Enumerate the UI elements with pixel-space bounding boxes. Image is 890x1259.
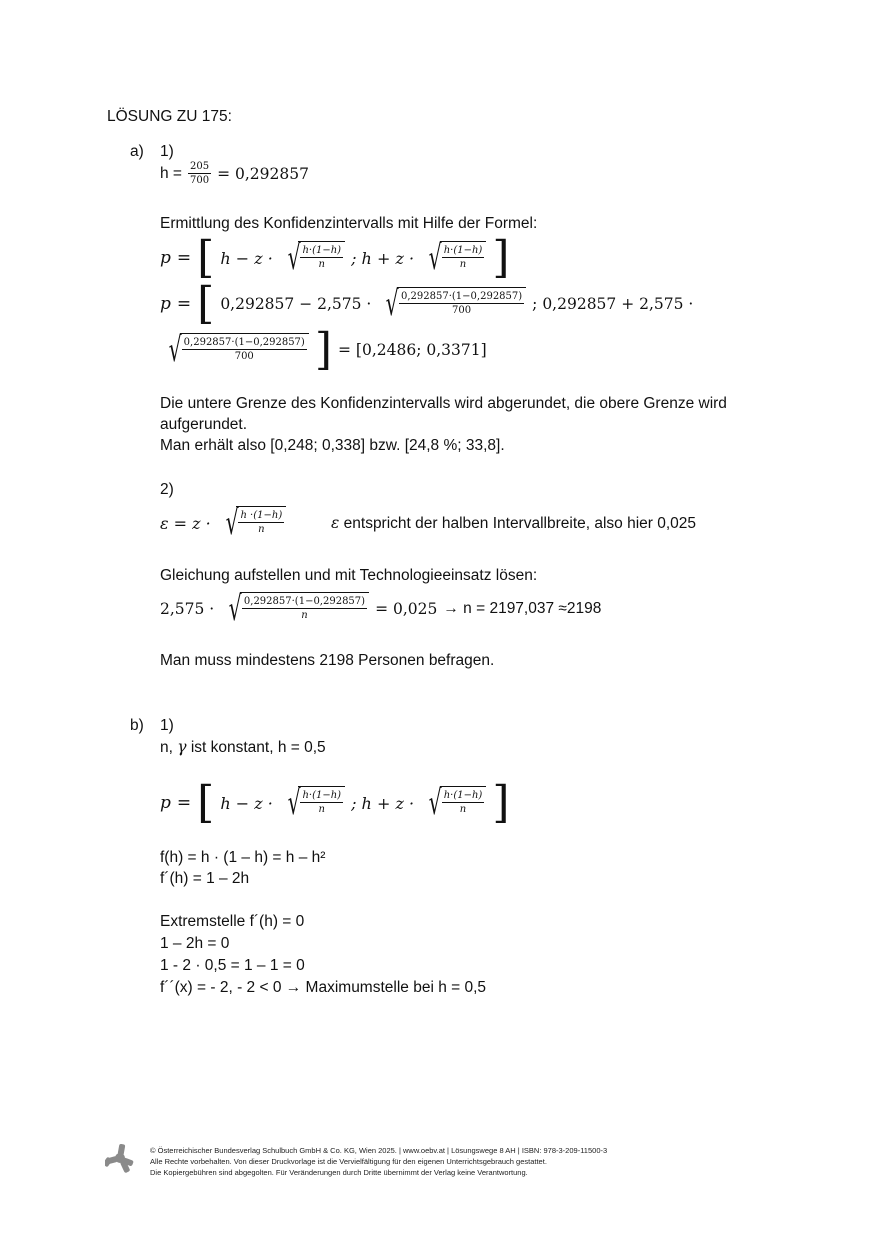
sqrt-8-den: n [459, 804, 467, 815]
h-result: = 0,292857 [217, 164, 309, 183]
publisher-logo [105, 1143, 135, 1175]
gleichung-text: Gleichung aufstellen und mit Technologieeinsatz lösen: [160, 567, 538, 584]
interval-result: = [0,2486; 0,3371] [338, 341, 487, 359]
bracket-left: [ [197, 232, 215, 283]
sqrt-4: √ $\frac{0,292857\cdot(1-0,292857)}{700}$ [160, 333, 309, 367]
line1-post: ist konstant, h = 0,5 [190, 739, 326, 756]
equals: = [176, 248, 192, 268]
footer-line3: Die Kopiergebühren sind abgegolten. Für Veränderungen durch Dritte übernimmt der Verlag keine Verantwortung. [150, 1168, 528, 1177]
publisher-logo-icon [105, 1143, 135, 1175]
rounding-text-line1: Die untere Grenze des Konfidenzintervalls wird abgerundet, die obere Grenze wird [160, 395, 727, 412]
p-symbol-2: p [160, 294, 171, 314]
separator-b: ; h + z · [351, 793, 415, 813]
gamma-symbol: γ [177, 738, 187, 756]
sqrt-1-num: h·(1−h) [302, 245, 342, 256]
separator-h-plus-z: ; h + z · [351, 248, 415, 268]
epsilon-symbol: ε [331, 514, 340, 532]
part-a-sub1: 1) [160, 143, 174, 160]
equation-solution: → n = 2197,037 ≈2198 [443, 600, 602, 617]
sqrt-2-den: n [459, 259, 467, 270]
fprime-line: f´(h) = 1 – 2h [160, 870, 250, 887]
ermittlung-text: Ermittlung des Konfidenzintervalls mit Hilfe der Formel: [160, 215, 538, 232]
equation-line-1: 1 – 2h = 0 [160, 935, 230, 952]
sqrt-7-num: h·(1−h) [302, 790, 342, 801]
part-b-sub1: 1) [160, 717, 174, 734]
confidence-formula-numeric [160, 278, 694, 329]
page-heading: LÖSUNG ZU 175: [107, 108, 232, 125]
sqrt-6-num: 0,292857·(1−0,292857) [243, 596, 366, 607]
bracket-right: ] [492, 232, 510, 283]
confidence-formula-b [160, 777, 510, 828]
equation-right: = 0,025 [375, 600, 438, 618]
part-b-label: b) [130, 717, 144, 734]
h-formula [160, 160, 309, 187]
sqrt-6-den: n [301, 610, 308, 621]
sqrt-5-num: h ·(1−h) [240, 510, 283, 521]
sqrt-3: √ $\frac{0,292857\cdot(1-0,292857)}{700}$ [377, 287, 526, 321]
h-minus-z: h − z · [220, 248, 273, 268]
conclusion-text: Man muss mindestens 2198 Personen befragen. [160, 652, 495, 669]
epsilon-left: ε = z · [160, 513, 211, 533]
h-numerator: 205 [189, 161, 210, 172]
epsilon-formula [160, 502, 286, 544]
maximum-line: f´´(x) = - 2, - 2 < 0 → Maximumstelle bei h = 0,5 [160, 979, 487, 996]
sqrt-4-den: 700 [234, 351, 254, 362]
result-interval-text: Man erhält also [0,248; 0,338] bzw. [24,8 %; 33,8]. [160, 437, 505, 454]
sqrt-1: √ $\frac{h\cdot(1-h)}{n}$ [279, 241, 345, 275]
epsilon-explanation [331, 513, 696, 534]
h-prefix: h = [160, 164, 182, 182]
line1-pre: n, [160, 739, 173, 756]
bracket-right-b: ] [492, 777, 510, 828]
bracket-left-b: [ [197, 777, 215, 828]
bracket-left-2: [ [197, 278, 215, 329]
sqrt-2: √ $\frac{h\cdot(1-h)}{n}$ [420, 241, 486, 275]
fh-line: f(h) = h · (1 – h) = h – h² [160, 849, 326, 866]
sqrt-8: √ $\frac{h\cdot(1-h)}{n}$ [420, 786, 486, 820]
equals-b: = [176, 793, 192, 813]
sqrt-6: √ $\frac{0,292857\cdot(1-0,292857)}{n}$ [220, 592, 369, 626]
extremstelle-line: Extremstelle f´(h) = 0 [160, 913, 305, 930]
sqrt-4-num: 0,292857·(1−0,292857) [183, 337, 305, 348]
n-equation [160, 588, 601, 630]
h-denominator: 700 [189, 175, 210, 186]
part-b-line1 [160, 737, 326, 758]
part-a-sub2: 2) [160, 481, 174, 498]
h-minus-z-b: h − z · [220, 793, 273, 813]
sqrt-2-num: h·(1−h) [443, 245, 483, 256]
equation-left: 2,575 · [160, 600, 215, 618]
bracket-right-3: ] [314, 324, 332, 375]
confidence-formula-result [160, 324, 487, 375]
p-symbol-b: p [160, 793, 171, 813]
sqrt-5-den: n [258, 524, 265, 535]
sqrt-7-den: n [318, 804, 325, 815]
footer-line1: © Österreichischer Bundesverlag Schulbuch GmbH & Co. KG, Wien 2025. | www.oebv.at | Lösungswege 8 AH | ISBN: 978-3-209-11500-3 [150, 1146, 608, 1155]
rounding-text-line2: aufgerundet. [160, 416, 248, 433]
equals-2: = [176, 294, 192, 314]
numeric-mid: ; 0,292857 + 2,575 · [532, 295, 694, 313]
p-symbol: p [160, 248, 171, 268]
part-a-label: a) [130, 143, 144, 160]
equation-line-2: 1 - 2 · 0,5 = 1 – 1 = 0 [160, 957, 305, 974]
sqrt-3-den: 700 [452, 305, 472, 316]
sqrt-8-num: h·(1−h) [443, 790, 483, 801]
sqrt-5: √ $\frac{h \cdot(1-h)}{n}$ [217, 506, 286, 540]
numeric-left: 0,292857 − 2,575 · [220, 295, 372, 313]
sqrt-7: √ $\frac{h\cdot(1-h)}{n}$ [279, 786, 345, 820]
sqrt-1-den: n [318, 259, 325, 270]
footer-line2: Alle Rechte vorbehalten. Von dieser Druckvorlage ist die Vervielfältigung für den eigenen Unterrichtsgebrauch gestattet. [150, 1157, 547, 1166]
confidence-formula-general [160, 232, 510, 283]
h-fraction [188, 160, 211, 187]
epsilon-text: entspricht der halben Intervallbreite, also hier 0,025 [343, 515, 697, 532]
sqrt-3-num: 0,292857·(1−0,292857) [401, 291, 523, 302]
